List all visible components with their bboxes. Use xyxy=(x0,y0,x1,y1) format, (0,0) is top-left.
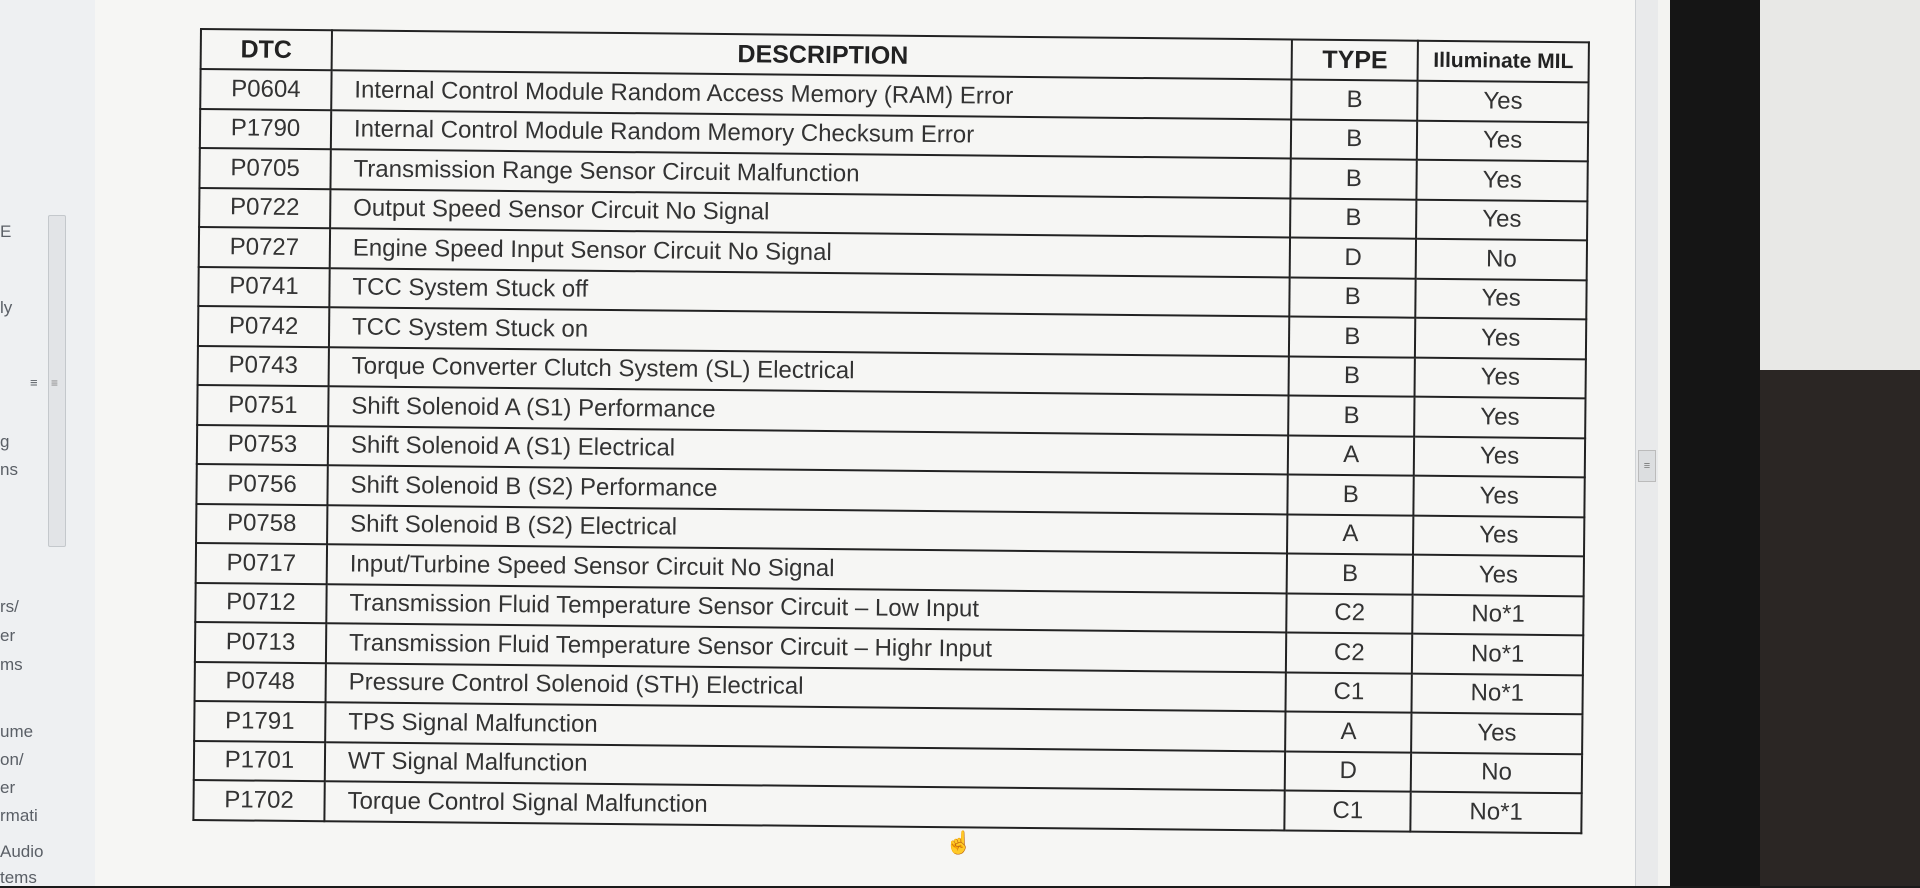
column-header-illuminate-mil: Illuminate MIL xyxy=(1418,41,1589,83)
type-cell: C1 xyxy=(1285,790,1411,831)
illuminate-mil-cell: Yes xyxy=(1416,199,1587,240)
illuminate-mil-cell: No xyxy=(1416,239,1587,280)
grip-lines-icon[interactable]: ≡ xyxy=(51,376,59,390)
sidebar-fragment[interactable]: on/ xyxy=(0,750,24,769)
description-cell: Internal Control Module Random Access Memory (RAM) Error xyxy=(331,70,1292,119)
sidebar-fragment[interactable]: ms xyxy=(0,655,23,674)
column-header-type: TYPE xyxy=(1292,39,1418,80)
illuminate-mil-cell: Yes xyxy=(1413,515,1584,556)
dtc-code-cell: P0717 xyxy=(196,543,327,584)
description-cell: WT Signal Malfunction xyxy=(325,742,1286,791)
description-cell: TCC System Stuck off xyxy=(329,268,1290,317)
type-cell: A xyxy=(1287,514,1413,555)
dtc-code-cell: P0727 xyxy=(199,227,330,268)
dtc-code-cell: P0741 xyxy=(198,266,329,307)
description-cell: Internal Control Module Random Memory Checksum Error xyxy=(331,110,1292,159)
illuminate-mil-cell: Yes xyxy=(1414,436,1585,477)
type-cell: D xyxy=(1290,237,1416,278)
illuminate-mil-cell: No*1 xyxy=(1412,634,1583,675)
sidebar-panel xyxy=(0,0,97,886)
description-cell: Torque Converter Clutch System (SL) Electrical xyxy=(329,347,1290,396)
illuminate-mil-cell: Yes xyxy=(1417,160,1588,201)
dtc-code-cell: P0742 xyxy=(198,306,329,347)
type-cell: A xyxy=(1285,711,1411,752)
illuminate-mil-cell: No*1 xyxy=(1412,594,1583,635)
description-cell: Shift Solenoid B (S2) Performance xyxy=(327,465,1288,514)
sidebar-fragment[interactable]: ns xyxy=(0,460,18,479)
sidebar-fragment[interactable]: g xyxy=(0,432,10,451)
type-cell: B xyxy=(1290,198,1416,239)
dtc-code-cell: P0713 xyxy=(195,622,326,663)
dtc-code-cell: P0758 xyxy=(196,503,327,544)
type-cell: A xyxy=(1288,435,1414,476)
illuminate-mil-cell: No*1 xyxy=(1411,792,1582,833)
column-header-dtc: DTC xyxy=(201,29,332,70)
type-cell: B xyxy=(1290,277,1416,318)
dtc-code-cell: P0756 xyxy=(196,464,327,505)
background-desk xyxy=(1760,370,1920,886)
dtc-code-cell: P0722 xyxy=(199,188,330,229)
description-cell: Shift Solenoid A (S1) Performance xyxy=(328,386,1289,435)
type-cell: B xyxy=(1288,474,1414,515)
sidebar-scrollbar[interactable] xyxy=(48,215,66,547)
illuminate-mil-cell: Yes xyxy=(1417,120,1588,161)
illuminate-mil-cell: Yes xyxy=(1417,81,1588,122)
description-cell: TPS Signal Malfunction xyxy=(325,702,1286,751)
illuminate-mil-cell: Yes xyxy=(1415,357,1586,398)
type-cell: D xyxy=(1285,751,1411,792)
sidebar-fragment[interactable]: ly xyxy=(0,298,13,317)
dtc-code-cell: P1701 xyxy=(194,740,325,781)
document-scrollbar[interactable] xyxy=(1635,0,1658,886)
sidebar-fragment[interactable]: E xyxy=(0,222,12,241)
dtc-code-cell: P0712 xyxy=(195,582,326,623)
type-cell: B xyxy=(1289,356,1415,397)
description-cell: Shift Solenoid B (S2) Electrical xyxy=(327,505,1288,554)
sidebar-fragment[interactable]: rs/ xyxy=(0,597,19,616)
background-window xyxy=(1760,0,1920,370)
illuminate-mil-cell: Yes xyxy=(1413,555,1584,596)
sidebar-fragment: ≡ xyxy=(30,375,38,390)
sidebar-fragment[interactable]: rmati xyxy=(0,806,38,825)
sidebar-fragment[interactable]: er xyxy=(0,778,16,797)
sidebar-fragment[interactable]: ume xyxy=(0,722,34,741)
dtc-code-cell: P0748 xyxy=(195,661,326,702)
type-cell: B xyxy=(1291,79,1417,120)
description-cell: Shift Solenoid A (S1) Electrical xyxy=(328,426,1289,475)
dtc-code-cell: P0743 xyxy=(198,345,329,386)
table-body xyxy=(193,69,1588,833)
description-cell: Torque Control Signal Malfunction xyxy=(324,781,1285,830)
description-cell: Output Speed Sensor Circuit No Signal xyxy=(330,189,1291,238)
description-cell: TCC System Stuck on xyxy=(329,307,1290,356)
type-cell: B xyxy=(1291,158,1417,199)
type-cell: B xyxy=(1288,395,1414,436)
type-cell: C1 xyxy=(1286,672,1412,713)
dtc-code-cell: P1702 xyxy=(193,780,324,821)
description-cell: Input/Turbine Speed Sensor Circuit No Signal xyxy=(327,544,1288,593)
illuminate-mil-cell: Yes xyxy=(1414,476,1585,517)
illuminate-mil-cell: Yes xyxy=(1416,278,1587,319)
type-cell: C2 xyxy=(1287,593,1413,634)
type-cell: B xyxy=(1291,119,1417,160)
sidebar-fragment[interactable]: er xyxy=(0,626,16,645)
sidebar-fragment[interactable]: tems xyxy=(0,868,37,887)
dtc-code-cell: P0604 xyxy=(200,69,331,110)
dtc-code-cell: P0705 xyxy=(199,148,330,189)
hand-pointer-icon: ☝ xyxy=(945,830,973,855)
dtc-code-cell: P1791 xyxy=(194,701,325,742)
illuminate-mil-cell: No xyxy=(1411,752,1582,793)
dtc-code-cell: P1790 xyxy=(200,109,331,150)
description-cell: Transmission Range Sensor Circuit Malfunction xyxy=(330,149,1291,198)
description-cell: Pressure Control Solenoid (STH) Electrical xyxy=(325,663,1286,712)
description-cell: Engine Speed Input Sensor Circuit No Signal xyxy=(330,228,1291,277)
dtc-code-cell: P0753 xyxy=(197,424,328,465)
type-cell: B xyxy=(1289,316,1415,357)
monitor-bezel-right xyxy=(1670,0,1760,886)
column-header-description: DESCRIPTION xyxy=(332,30,1293,79)
illuminate-mil-cell: Yes xyxy=(1415,318,1586,359)
sidebar-fragment[interactable]: Audio xyxy=(0,842,44,861)
dtc-code-cell: P0751 xyxy=(197,385,328,426)
grip-lines-icon[interactable]: ≡ xyxy=(1638,450,1656,482)
type-cell: B xyxy=(1287,553,1413,594)
illuminate-mil-cell: Yes xyxy=(1411,713,1582,754)
description-cell: Transmission Fluid Temperature Sensor Circuit – Highr Input xyxy=(326,623,1287,672)
illuminate-mil-cell: No*1 xyxy=(1412,673,1583,714)
illuminate-mil-cell: Yes xyxy=(1414,397,1585,438)
dtc-table xyxy=(192,28,1590,834)
description-cell: Transmission Fluid Temperature Sensor Circuit – Low Input xyxy=(326,584,1287,633)
type-cell: C2 xyxy=(1286,632,1412,673)
